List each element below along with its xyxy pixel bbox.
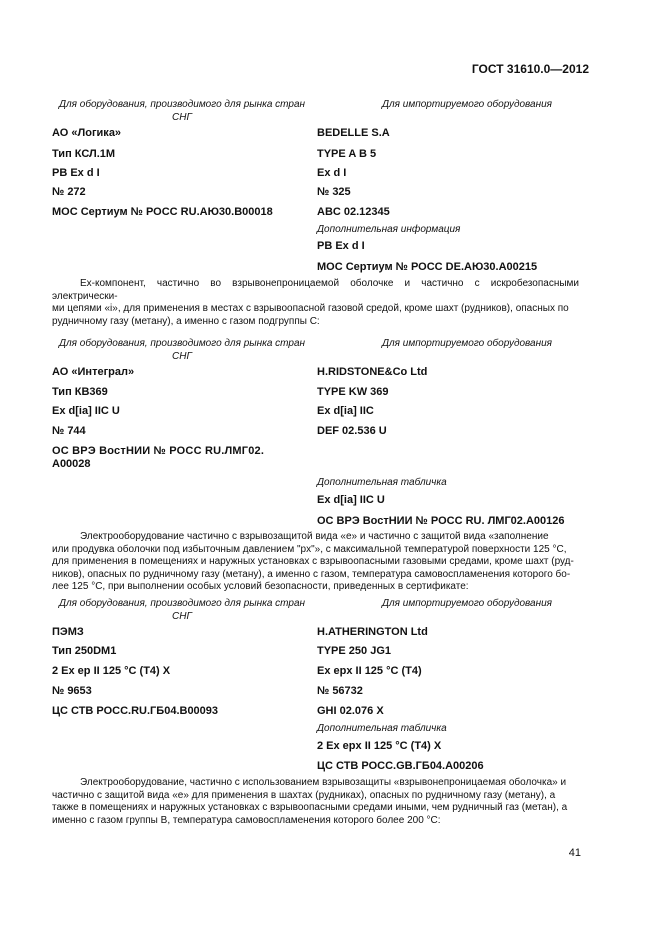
block2-right-line: H.RIDSTONE&Co Ltd: [317, 366, 428, 378]
block1-right-extra-line: МОС Сертиум № РОСС DE.АЮ30.А00215: [317, 261, 538, 273]
column-heading-import: Для импортируемого оборудования: [381, 338, 553, 349]
paragraph-line: Электрооборудование, частично с использованием взрывозащиты «взрывонепроницаемая оболочка» и: [80, 777, 567, 788]
block1-right-extra-line: РВ Ex d I: [317, 240, 365, 252]
block3-left-line: ЦС СТВ РОСС.RU.ГБ04.В00093: [52, 705, 219, 717]
block3-extra-label: Дополнительная табличка: [317, 723, 447, 734]
block1-extra-label: Дополнительная информация: [317, 224, 461, 235]
block2-right-line: TYPE KW 369: [317, 386, 389, 398]
block1-left-line: № 272: [52, 186, 86, 198]
block3-right-extra-line: ЦС СТВ РОСС.GB.ГБ04.А00206: [317, 760, 484, 772]
block3-left-line: 2 Ex ep II 125 °C (T4) X: [52, 665, 171, 677]
block2-right-line: DEF 02.536 U: [317, 425, 387, 437]
block2-left-line: № 744: [52, 425, 86, 437]
paragraph-line: для применения в помещениях и наружных установках с взрывоопасными газовыми средами, кроме шахт (руд-: [52, 556, 574, 568]
paragraph-line: рудничному газу (метану), а именно с газом подгруппы С:: [52, 315, 320, 327]
block2-left-line: Ex d[ia] IIC U: [52, 405, 120, 417]
block3-right-line: № 56732: [317, 685, 363, 697]
block2-right-extra-line: ОС ВРЭ ВостНИИ № РОСС RU. ЛМГ02.А00126: [317, 515, 565, 527]
column-heading-cis: Для оборудования, производимого для рынка стран СНГ: [58, 598, 306, 622]
paragraph-line: частично с защитой вида «е» для применения в шахтах (рудниках), опасных по рудничному газу (метану), а: [52, 789, 556, 801]
block2-right-line: Ex d[ia] IIC: [317, 405, 374, 417]
paragraph-line: ми цепями «i», для применения в местах с взрывоопасной газовой средой, кроме шахт (рудников), опасных по: [52, 303, 569, 315]
block1-right-line: № 325: [317, 186, 351, 198]
block1-right-line: Ex d I: [317, 167, 347, 179]
block3-right-line: Ex epx II 125 °C (T4): [317, 665, 422, 677]
block1-right-line: BEDELLE S.A: [317, 127, 390, 139]
paragraph-line: также в помещениях и наружных установках с взрывоопасными средами иными, чем рудничный газ (метан), а: [52, 802, 568, 814]
block2-left-line: Тип КВ369: [52, 386, 108, 398]
block3-left-line: ПЭМЗ: [52, 626, 84, 638]
paragraph-line: ников), опасных по рудничному газу (метану), а именно с газом, температура самовоспламенения которого бо-: [52, 568, 571, 580]
column-heading-cis: Для оборудования, производимого для рынка стран СНГ: [58, 99, 306, 123]
block1-left-line: МОС Сертиум № РОСС RU.АЮ30.В00018: [52, 206, 273, 218]
block3-right-line: TYPE 250 JG1: [317, 645, 391, 657]
paragraph-line: Электрооборудование частично с взрывозащитой вида «е» и частично с защитой вида «заполнение: [80, 531, 549, 542]
paragraph-1: [52, 278, 579, 328]
paragraph-2: [52, 531, 579, 594]
column-heading-import: Для импортируемого оборудования: [381, 598, 553, 609]
block1-left-line: АО «Логика»: [52, 127, 122, 139]
document-header: ГОСТ 31610.0—2012: [471, 62, 589, 76]
block1-left-line: РВ Ex d I: [52, 167, 100, 179]
paragraph-line: лее 125 °С, при выполнении особых условий безопасности, приведенных в сертификате:: [52, 581, 469, 593]
block3-right-line: H.ATHERINGTON Ltd: [317, 626, 428, 638]
column-heading-cis: Для оборудования, производимого для рынка стран СНГ: [58, 338, 306, 362]
block2-left-line: А00028: [52, 458, 91, 470]
column-heading-import: Для импортируемого оборудования: [381, 99, 553, 110]
block1-left-line: Тип КСЛ.1М: [52, 148, 116, 160]
block2-right-extra-line: Ex d[ia] IIC U: [317, 494, 385, 506]
block3-left-line: № 9653: [52, 685, 92, 697]
paragraph-line: или продувка оболочки под избыточным давлением "px"», с максимальной температурой поверхности 125 °С,: [52, 543, 567, 555]
block3-left-line: Тип 250DM1: [52, 645, 117, 657]
paragraph-line: Ex-компонент, частично во взрывонепроницаемой оболочке и частично с искробезопасными электрически-: [52, 278, 579, 302]
block3-right-extra-line: 2 Ex epx II 125 °C (T4) X: [317, 740, 442, 752]
page-number: 41: [568, 847, 581, 859]
block2-left-line: АО «Интеграл»: [52, 366, 135, 378]
paragraph-3: [52, 777, 579, 827]
paragraph-line: именно с газом группы В, температура самовоспламенения которого более 200 °С:: [52, 814, 441, 826]
block3-right-line: GHI 02.076 X: [317, 705, 384, 717]
block2-left-line: ОС ВРЭ ВостНИИ № РОСС RU.ЛМГ02.: [52, 445, 265, 457]
block2-extra-label: Дополнительная табличка: [317, 477, 447, 488]
block1-right-line: TYPE A B 5: [317, 148, 377, 160]
block1-right-line: ABC 02.12345: [317, 206, 390, 218]
